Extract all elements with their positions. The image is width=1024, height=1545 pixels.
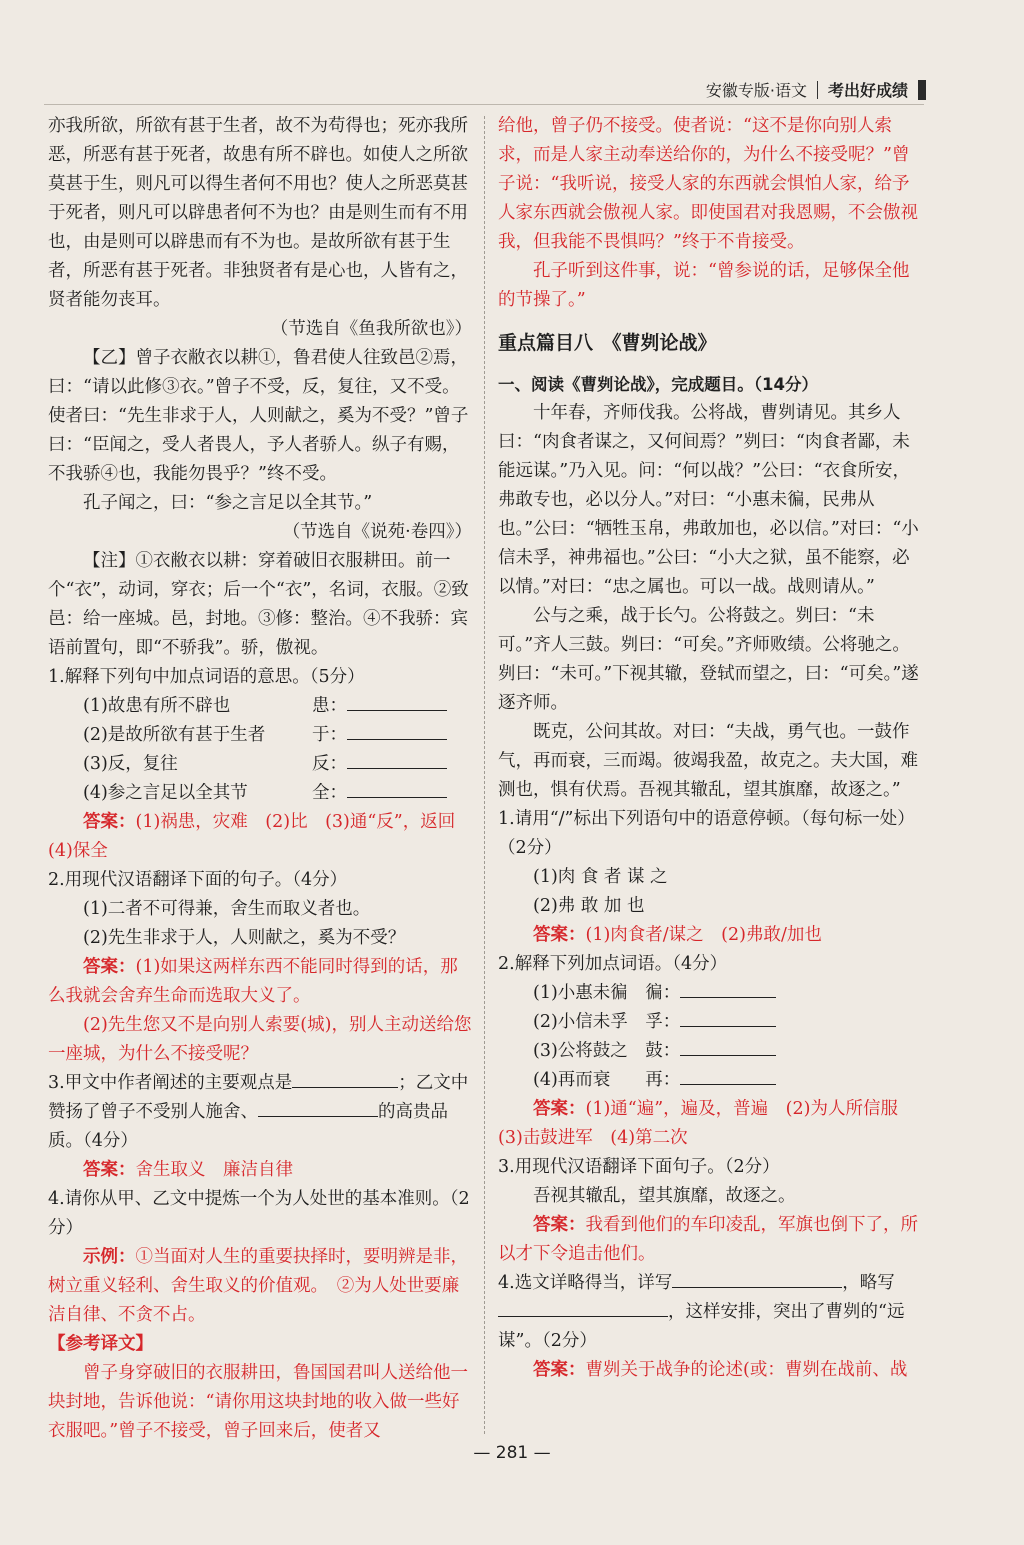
reference-translation: 曾子身穿破旧的衣服耕田，鲁国国君叫人送给他一块封地，告诉他说：“请你用这块封地的收入做一些好衣服吧。”曾子不接受，曾子回来后，使者又 (48, 1363, 468, 1441)
question-1: 1.解释下列句中加点词语的意思。（5分） (48, 667, 365, 687)
q2-item: (1)小惠未徧 徧： (498, 979, 924, 1008)
column-divider (484, 116, 485, 1434)
series-label: 安徽专版·语文 (705, 81, 807, 100)
question-3: 3.用现代汉语翻译下面句子。（2分） (498, 1157, 780, 1177)
question-4: 4.选文详略得当，详写 ，略写，这样安排，突出了曹刿的“远谋”。（2分） (498, 1269, 924, 1356)
reference-translation-title: 【参考译文】 (48, 1334, 153, 1354)
source-jia: （节选自《鱼我所欲也》） (270, 319, 472, 339)
question-1: 1.请用“/”标出下列语句中的语意停顿。（每句标一处）（2分） (498, 809, 915, 858)
reference-translation-cont: 给他，曾子仍不接受。使者说：“这不是你向别人索求，而是人家主动奉送给你的，为什么不接受呢？”曾子说：“我听说，接受人家的东西就会惧怕人家，给予人家东西就会傲视人家。即使国君对我恩赐，不会傲视我，但我能不畏惧吗？”终于不肯接受。 (498, 116, 918, 252)
q1-item: (4)参之言足以全其节 全： (48, 779, 472, 808)
left-column (48, 112, 472, 1446)
header-separator (817, 81, 818, 99)
answer-1: 答案：(1)肉食者/谋之 (2)弗敢/加也 (533, 925, 822, 945)
page-number: — 281 — (473, 1443, 551, 1463)
brand-label: 考出好成绩 (827, 81, 908, 100)
header-tab-mark (918, 80, 926, 100)
passage-yi: 【乙】曾子衣敝衣以耕①，鲁君使人往致邑②焉，曰：“请以此修③衣。”曾子不受，反，复往，又不受。使者曰：“先生非求于人，人则献之，奚为不受？”曾子曰：“臣闻之，受人者畏人，予人者骄人。纵子有赐，不我骄④也，我能勿畏乎？”终不受。 (48, 348, 469, 484)
answer-2-2: (2)先生您又不是向别人索要(城)，别人主动送给您一座城，为什么不接受呢？ (48, 1015, 472, 1064)
q2-item: (4)再而衰 再： (498, 1066, 924, 1095)
text-para-2: 公与之乘，战于长勺。公将鼓之。刿曰：“未可。”齐人三鼓。刿曰：“可矣。”齐师败绩。公将驰之。刿曰：“未可。”下视其辙，登轼而望之，曰：“可矣。”遂逐齐师。 (498, 606, 919, 713)
question-2: 2.用现代汉语翻译下面的句子。（4分） (48, 870, 348, 890)
notes: 【注】①衣敝衣以耕：穿着破旧衣服耕田。前一个“衣”，动词，穿衣；后一个“衣”，名词，衣服。②致邑：给一座城。邑，封地。③修：整治。④不我骄：宾语前置句，即“不骄我”。骄，傲视。 (48, 551, 469, 658)
q1-item-2: (2)弗 敢 加 也 (533, 896, 645, 916)
reference-translation-end: 孔子听到这件事，说：“曾参说的话，足够保全他的节操了。” (498, 261, 910, 310)
section-title: 重点篇目八 《曹刿论战》 (498, 332, 717, 354)
exercise-heading: 一、阅读《曹刿论战》，完成题目。（14分） (498, 375, 818, 394)
example-4: 示例：①当面对人生的重要抉择时，要明辨是非，树立重义轻利、舍生取义的价值观。 ②为人处世要廉洁自律、不贪不占。 (48, 1247, 468, 1325)
passage-jia-tail: 亦我所欲，所欲有甚于生者，故不为苟得也；死亦我所恶，所恶有甚于死者，故患有所不辟也。如使人之所欲莫甚于生，则凡可以得生者何不用也？使人之所恶莫甚于死者，则凡可以辟患者何不为也？由是则生而有不用也，由是则可以辟患而有不为也。是故所欲有甚于生者，所恶有甚于死者。非独贤者有是心也，人皆有之，贤者能勿丧耳。 (48, 116, 468, 310)
text-para-3: 既克，公问其故。对曰：“夫战，勇气也。一鼓作气，再而衰，三而竭。彼竭我盈，故克之。夫大国，难测也，惧有伏焉。吾视其辙乱，望其旗靡，故逐之。” (498, 722, 918, 800)
q1-item: (3)反，复往 反： (48, 750, 472, 779)
q1-item: (1)故患有所不辟也 患： (48, 692, 472, 721)
question-3: 3.甲文中作者阐述的主要观点是 ；乙文中赞扬了曾子不受别人施舍、 的高贵品质。（4分） (48, 1069, 472, 1156)
answer-2-1: 答案：(1)如果这两样东西不能同时得到的话，那么我就会舍弃生命而选取大义了。 (48, 957, 458, 1006)
q2-item-2: (2)先生非求于人，人则献之，奚为不受？ (83, 928, 406, 948)
question-4: 4.请你从甲、乙文中提炼一个为人处世的基本准则。（2分） (48, 1189, 470, 1238)
source-yi: （节选自《说苑·卷四》） (282, 522, 472, 542)
answer-1: 答案：(1)祸患，灾难 (2)比 (3)通“反”，返回 (4)保全 (48, 812, 473, 861)
answer-4: 答案：曹刿关于战争的论述(或：曹刿在战前、战 (533, 1360, 908, 1380)
passage-yi-end: 孔子闻之，曰：“参之言足以全其节。” (83, 493, 373, 513)
q1-item-1: (1)肉 食 者 谋 之 (533, 867, 668, 887)
q2-item: (3)公将鼓之 鼓： (498, 1037, 924, 1066)
header-rule (44, 104, 924, 105)
q3-sentence: 吾视其辙乱，望其旗靡，故逐之。 (533, 1186, 796, 1206)
q2-item-1: (1)二者不可得兼，舍生而取义者也。 (83, 899, 371, 919)
answer-3: 答案：舍生取义 廉洁自律 (83, 1160, 293, 1180)
q1-item: (2)是故所欲有甚于生者 于： (48, 721, 472, 750)
running-header (706, 78, 926, 101)
right-column (498, 112, 924, 1385)
q2-item: (2)小信未孚 孚： (498, 1008, 924, 1037)
answer-2: 答案：(1)通“遍”，遍及，普遍 (2)为人所信服 (3)击鼓进军 (4)第二次 (498, 1099, 916, 1148)
question-2: 2.解释下列加点词语。（4分） (498, 954, 728, 974)
answer-3: 答案：我看到他们的车印凌乱，军旗也倒下了，所以才下令追击他们。 (498, 1215, 918, 1264)
text-para-1: 十年春，齐师伐我。公将战，曹刿请见。其乡人曰：“肉食者谋之，又何间焉？”刿曰：“肉食者鄙，未能远谋。”乃入见。问：“何以战？”公曰：“衣食所安，弗敢专也，必以分人。”对曰：“小惠未徧，民弗从也。”公曰：“牺牲玉帛，弗敢加也，必以信。”对曰：“小信未孚，神弗福也。”公曰：“小大之狱，虽不能察，必以情。”对曰：“忠之属也。可以一战。战则请从。” (498, 403, 919, 597)
